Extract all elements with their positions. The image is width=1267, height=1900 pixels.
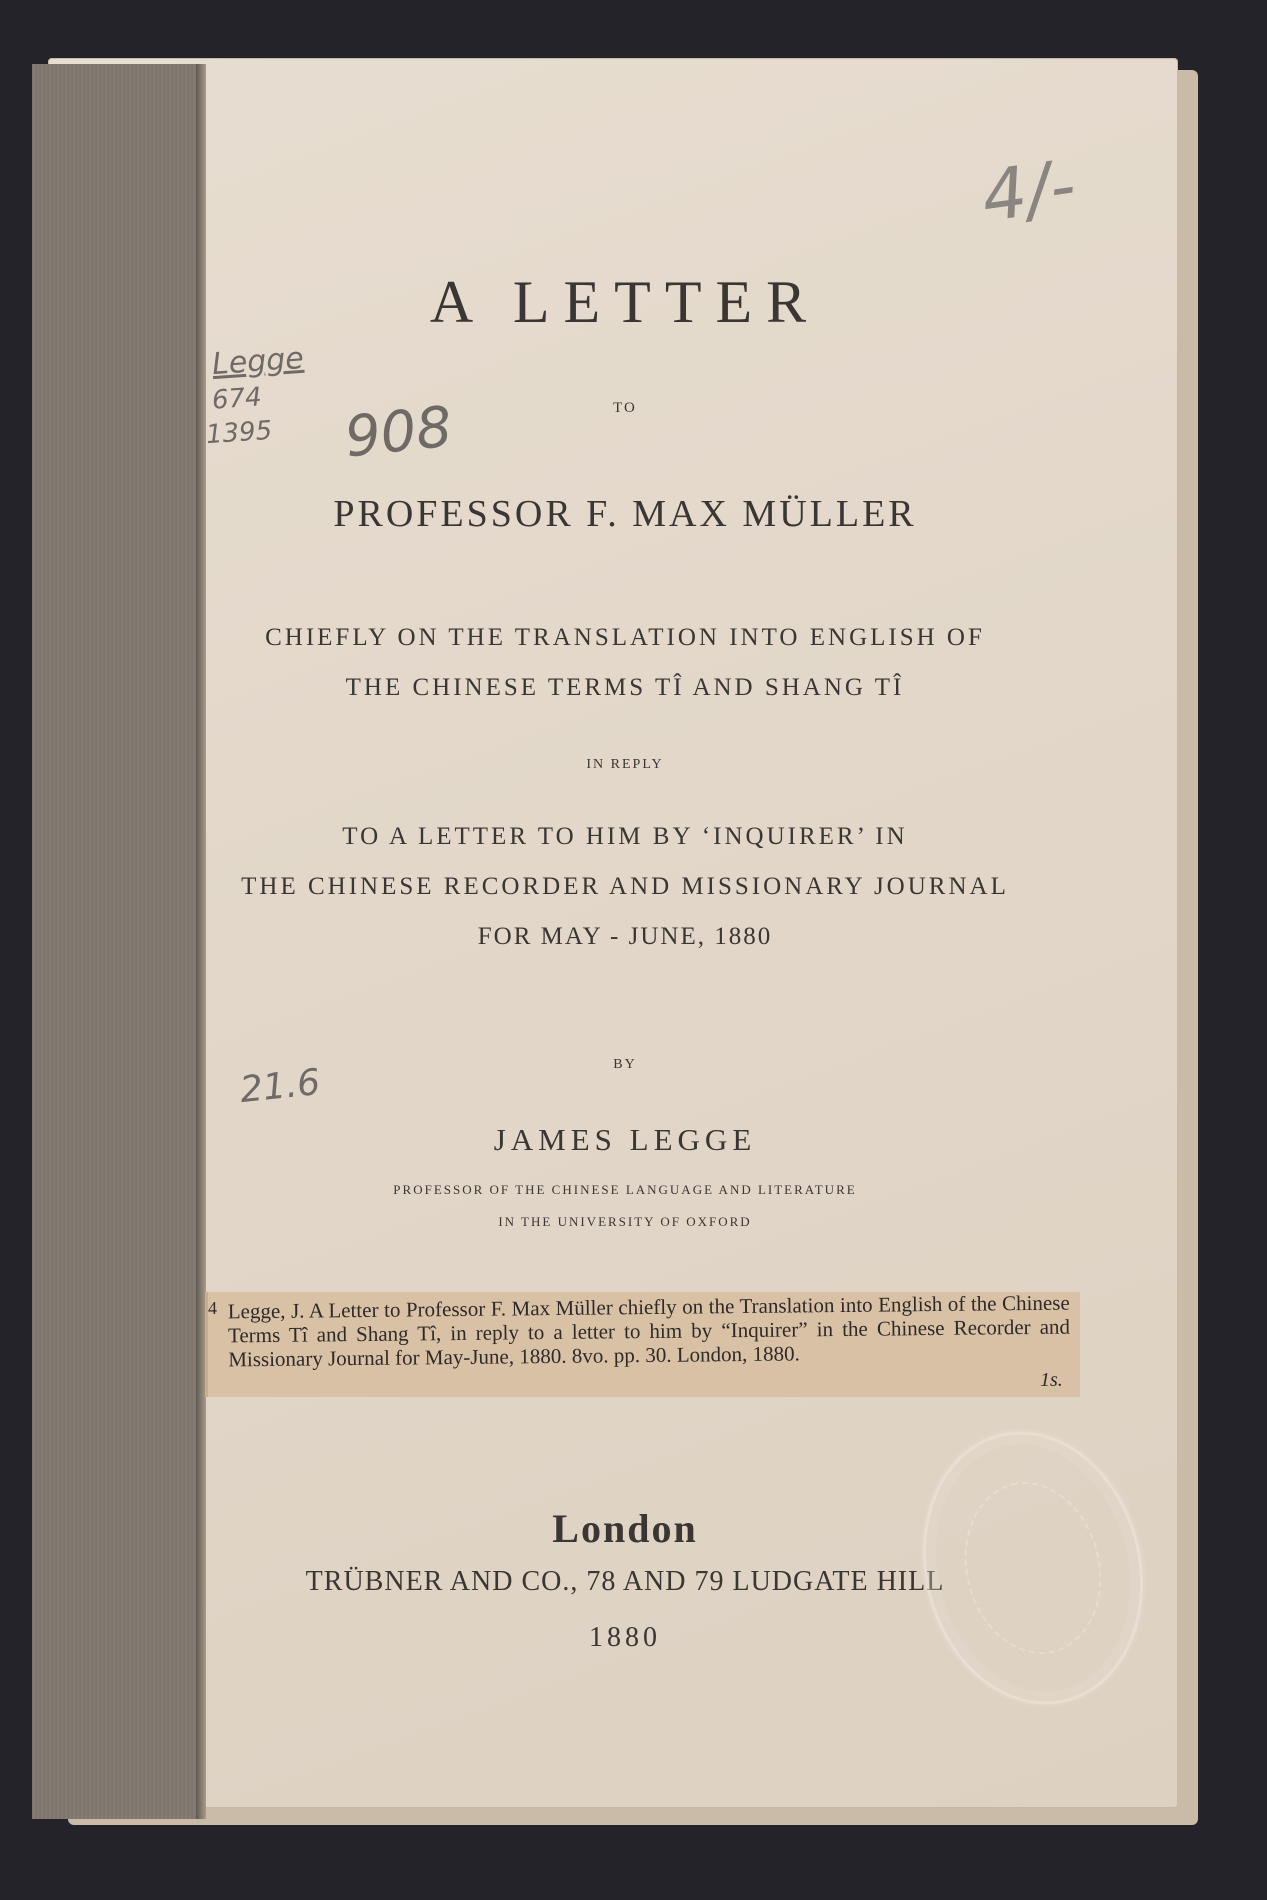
- subtitle-line-2: THE CHINESE TERMS TÎ AND SHANG TÎ: [345, 674, 905, 701]
- handwritten-21-6: 21.6: [238, 1061, 323, 1112]
- subtitle-line-1: CHIEFLY ON THE TRANSLATION INTO ENGLISH OF: [265, 624, 985, 651]
- handwritten-price-mark: 4/-: [976, 143, 1081, 239]
- author-name: JAMES LEGGE: [493, 1122, 757, 1157]
- handwritten-legge: Legge: [210, 340, 305, 383]
- catalog-entry-text: Legge, J. A Letter to Professor F. Max Müller chiefly on the Translation into English of the Chinese Terms Tî and Shang Tî, in reply to a letter to him by “Inquirer” in the Chinese Recorder and Missionary Journal for May-June, 1880. 8vo. pp. 30. London, 1880.: [227, 1290, 1071, 1372]
- author-title-line-1: PROFESSOR OF THE CHINESE LANGUAGE AND LITERATURE: [393, 1182, 857, 1197]
- page-title: A LETTER: [429, 269, 821, 335]
- publisher: TRÜBNER AND CO., 78 AND 79 LUDGATE HILL: [305, 1566, 945, 1597]
- to-label: TO: [613, 400, 637, 416]
- in-reply-label: IN REPLY: [586, 757, 664, 772]
- cloth-spine: [32, 64, 204, 1819]
- catalog-price: 1s.: [1040, 1369, 1063, 1391]
- publication-year: 1880: [589, 1622, 661, 1653]
- imprint-place: London: [552, 1506, 698, 1551]
- reply-line-3: FOR MAY - JUNE, 1880: [477, 923, 773, 950]
- handwritten-674: 674: [211, 382, 263, 416]
- handwritten-1395: 1395: [205, 415, 274, 451]
- reply-line-2: THE CHINESE RECORDER AND MISSIONARY JOURNAL: [241, 873, 1009, 900]
- by-label: BY: [613, 1057, 637, 1072]
- recipient: PROFESSOR F. MAX MÜLLER: [333, 493, 917, 535]
- reply-line-1: TO A LETTER TO HIM BY ‘INQUIRER’ IN: [342, 823, 908, 850]
- handwritten-908: 908: [341, 394, 455, 471]
- catalog-number: 4: [208, 1298, 217, 1318]
- author-title-line-2: IN THE UNIVERSITY OF OXFORD: [498, 1214, 752, 1229]
